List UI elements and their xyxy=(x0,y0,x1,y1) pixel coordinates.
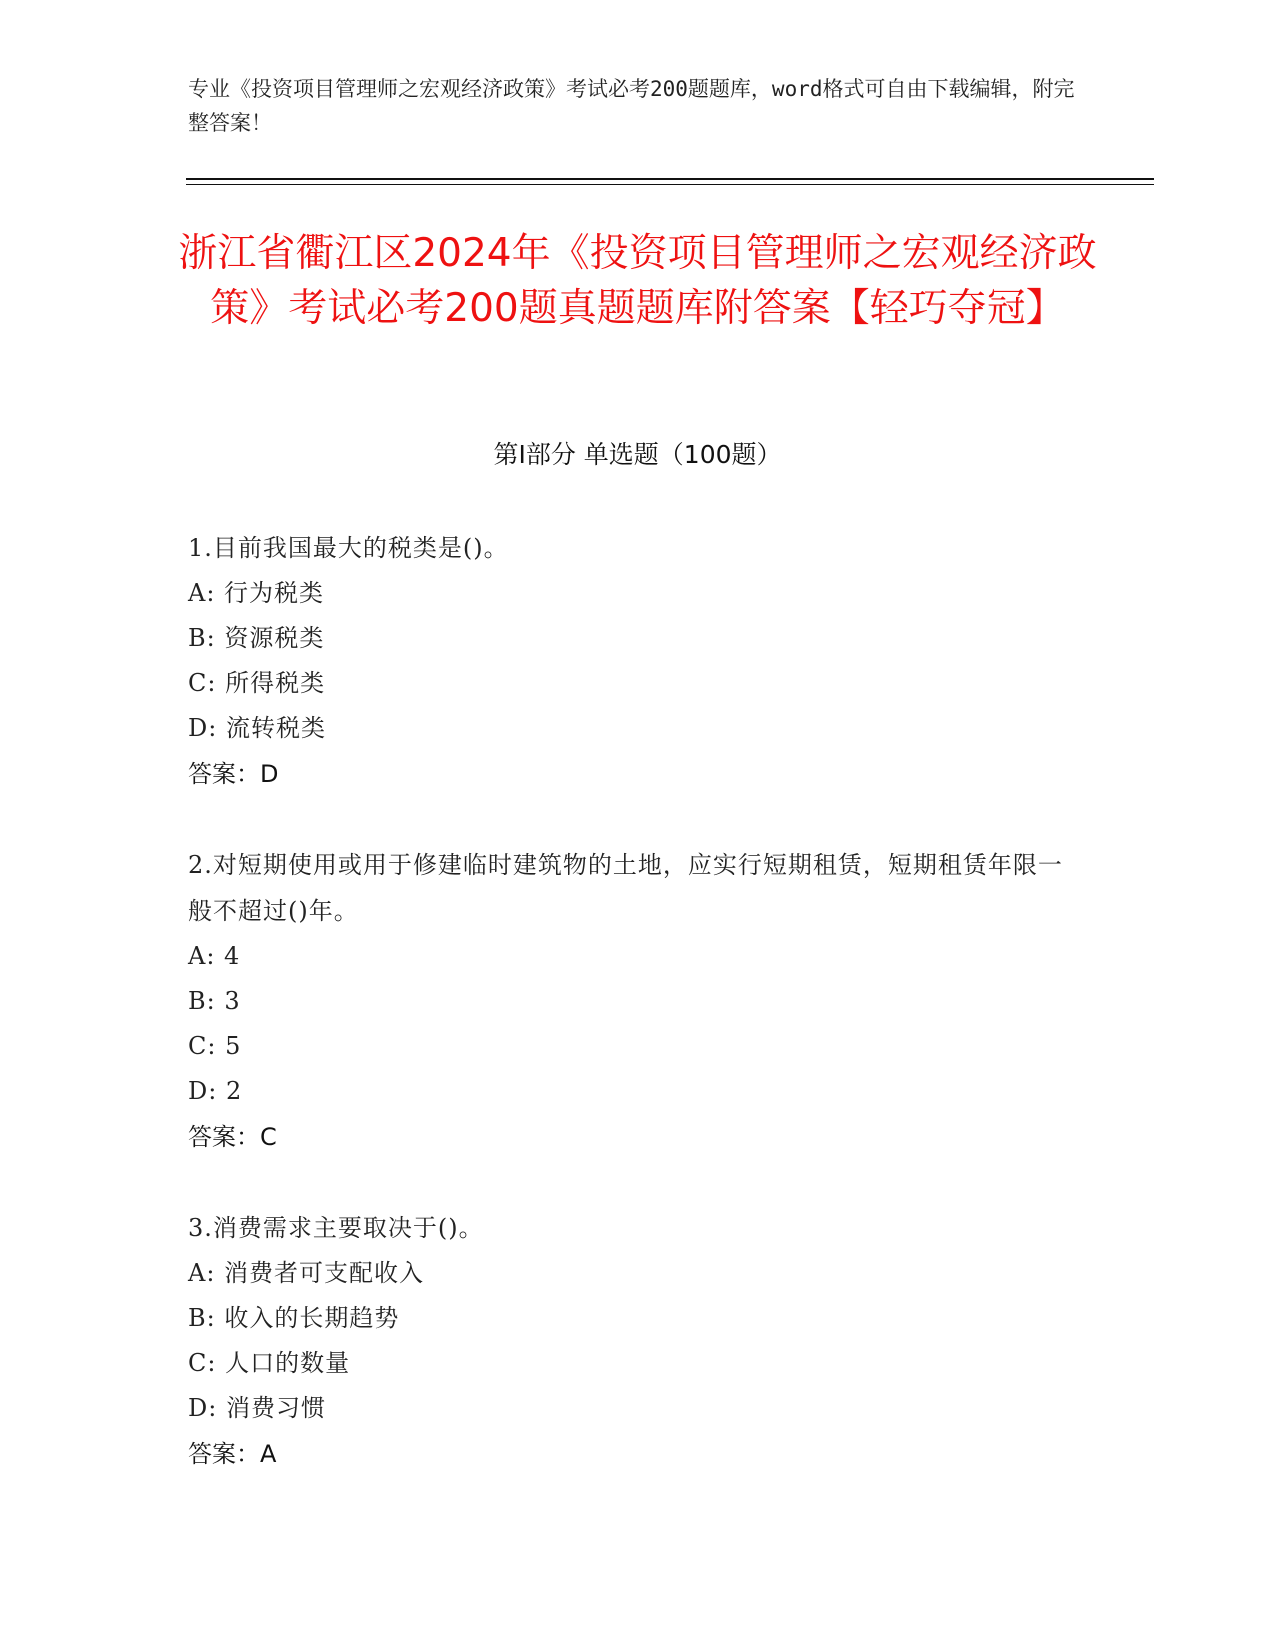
option-a: A: 4 xyxy=(188,942,241,970)
question-text: 1.目前我国最大的税类是()。 xyxy=(188,534,509,562)
question-list xyxy=(188,525,1068,1522)
question-text: 3.消费需求主要取决于()。 xyxy=(188,1214,484,1242)
answer-line: 答案：A xyxy=(188,1440,277,1468)
document-title: 浙江省衢江区2024年《投资项目管理师之宏观经济政策》考试必考200题真题题库附答案【轻巧夺冠】 xyxy=(178,231,1097,331)
answer-line: 答案：D xyxy=(188,760,279,788)
question-1 xyxy=(188,525,1068,797)
answer-line: 答案：C xyxy=(188,1123,277,1151)
header-rule-thick xyxy=(186,178,1154,180)
section-heading: 第Ⅰ部分 单选题（100题） xyxy=(493,440,782,469)
option-d: D: 消费习惯 xyxy=(188,1394,326,1422)
option-c: C: 人口的数量 xyxy=(188,1349,351,1377)
option-a: A: 行为税类 xyxy=(188,579,325,607)
header-note: 专业《投资项目管理师之宏观经济政策》考试必考200题题库，word格式可自由下载编辑，附完整答案！ xyxy=(188,77,1075,135)
option-b: B: 资源税类 xyxy=(188,624,325,652)
option-d: D: 2 xyxy=(188,1077,243,1105)
option-b: B: 收入的长期趋势 xyxy=(188,1304,400,1332)
option-c: C: 所得税类 xyxy=(188,669,326,697)
question-2 xyxy=(188,842,1068,1160)
option-a: A: 消费者可支配收入 xyxy=(188,1259,425,1287)
question-3 xyxy=(188,1205,1068,1477)
question-text: 2.对短期使用或用于修建临时建筑物的土地，应实行短期租赁，短期租赁年限一般不超过()年。 xyxy=(188,851,1063,925)
option-c: C: 5 xyxy=(188,1032,242,1060)
option-b: B: 3 xyxy=(188,987,241,1015)
option-d: D: 流转税类 xyxy=(188,714,326,742)
header-rule-thin xyxy=(186,184,1154,185)
